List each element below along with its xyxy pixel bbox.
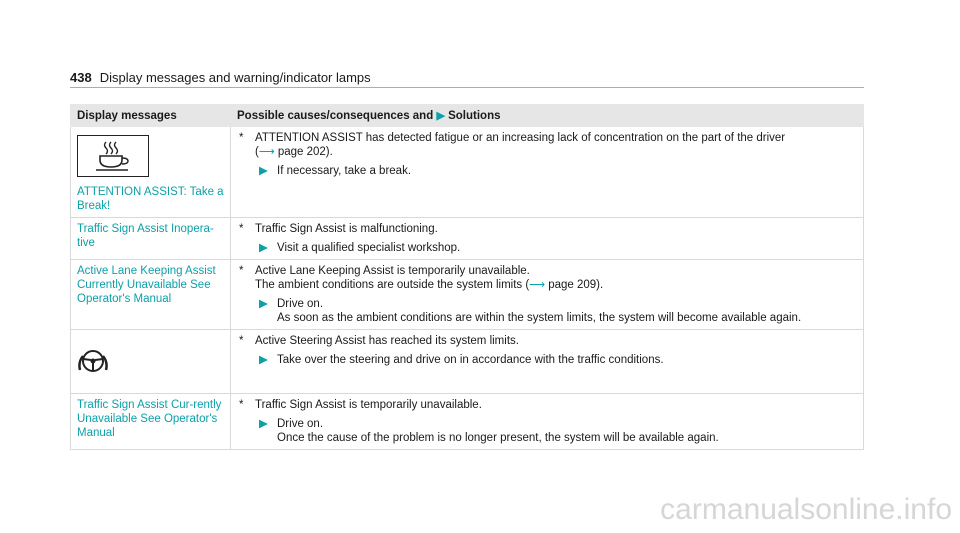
- step-arrow-icon: ▶: [259, 242, 268, 254]
- table-row: [71, 330, 864, 394]
- col-header-causes-label: Possible causes/consequences and: [237, 110, 434, 122]
- step-text: Take over the steering and drive on in accordance with the traffic conditions.: [277, 354, 664, 366]
- page-ref-link[interactable]: page 202).: [277, 146, 333, 158]
- table-header-row: [71, 105, 864, 127]
- solution-step: [259, 353, 857, 367]
- table-row: [71, 218, 864, 260]
- bullet-icon: *: [239, 399, 244, 411]
- bullet-icon: *: [239, 132, 244, 144]
- message-cell: [71, 127, 231, 218]
- cause-text: Traffic Sign Assist is temporarily unavailable.: [255, 399, 482, 411]
- step-text: Drive on.: [277, 418, 324, 430]
- page-number: 438: [70, 70, 92, 85]
- cause-text-2: The ambient conditions are outside the system limits (: [255, 279, 530, 291]
- col-header-solutions-label: Solutions: [448, 110, 501, 122]
- cause-text: Active Lane Keeping Assist is temporarily unavailable.: [255, 265, 530, 277]
- step-text-detail: As soon as the ambient conditions are within the system limits, the system will become available again.: [277, 312, 802, 324]
- page-header: [70, 70, 371, 85]
- messages-table: [70, 104, 864, 450]
- cause-cell: [231, 127, 864, 218]
- bullet-icon: *: [239, 335, 244, 347]
- table-row: [71, 260, 864, 330]
- step-arrow-icon: ▶: [259, 354, 268, 366]
- message-cell: [71, 330, 231, 394]
- page-ref-link[interactable]: page 209).: [548, 279, 604, 291]
- coffee-cup-icon: [77, 135, 149, 177]
- watermark: carmanualsonline.info: [660, 493, 952, 526]
- cause-cell: [231, 330, 864, 394]
- cause-text: Active Steering Assist has reached its system limits.: [255, 335, 519, 347]
- solution-step: [259, 417, 857, 445]
- cause-cell: [231, 218, 864, 260]
- step-arrow-icon: ▶: [259, 298, 268, 310]
- step-text-detail: Once the cause of the problem is no longer present, the system will be available again.: [277, 432, 719, 444]
- solution-step: [259, 164, 857, 178]
- message-cell: [71, 394, 231, 450]
- col-header-causes: [231, 105, 864, 127]
- cause-item: [239, 334, 857, 348]
- step-text: If necessary, take a break.: [277, 165, 412, 177]
- cause-item: [239, 264, 857, 292]
- table-row: [71, 394, 864, 450]
- solution-step: [259, 241, 857, 255]
- cause-cell: [231, 394, 864, 450]
- step-text: Visit a qualified specialist workshop.: [277, 242, 461, 254]
- message-cell: [71, 260, 231, 330]
- bullet-icon: *: [239, 223, 244, 235]
- message-text: Traffic Sign Assist Inopera-tive: [77, 223, 214, 249]
- cause-item: * ATTENTION ASSIST has detected fatigue or an increasing lack of concentration on the part of the driver (⟶ page 202).: [239, 132, 786, 158]
- header-rule: [70, 87, 864, 88]
- col-header-messages: Display messages: [71, 105, 231, 127]
- solution-arrow-icon: ▶: [436, 110, 445, 122]
- step-arrow-icon: ▶: [259, 165, 268, 177]
- step-text: Drive on.: [277, 298, 324, 310]
- page-ref-arrow-icon: ⟶: [529, 279, 545, 291]
- message-text: ATTENTION ASSIST: Take a Break!: [77, 186, 224, 212]
- cause-text: Traffic Sign Assist is malfunctioning.: [255, 223, 438, 235]
- table-row: [71, 127, 864, 218]
- page-ref-arrow-icon: ⟶: [258, 146, 275, 158]
- cause-item: [239, 222, 857, 236]
- step-arrow-icon: ▶: [259, 418, 268, 430]
- cause-item: [239, 398, 857, 412]
- cause-cell: [231, 260, 864, 330]
- cause-text: ATTENTION ASSIST has detected fatigue or an increasing lack of concentration on the part of the driver: [255, 132, 786, 144]
- message-cell: [71, 218, 231, 260]
- steering-wheel-hands-icon: [77, 348, 224, 378]
- message-text: Active Lane Keeping Assist Currently Unavailable See Operator's Manual: [77, 265, 216, 305]
- page-title: Display messages and warning/indicator lamps: [99, 70, 371, 85]
- solution-step: [259, 297, 857, 325]
- message-text: Traffic Sign Assist Cur-rently Unavailable See Operator's Manual: [77, 399, 222, 439]
- bullet-icon: *: [239, 265, 244, 277]
